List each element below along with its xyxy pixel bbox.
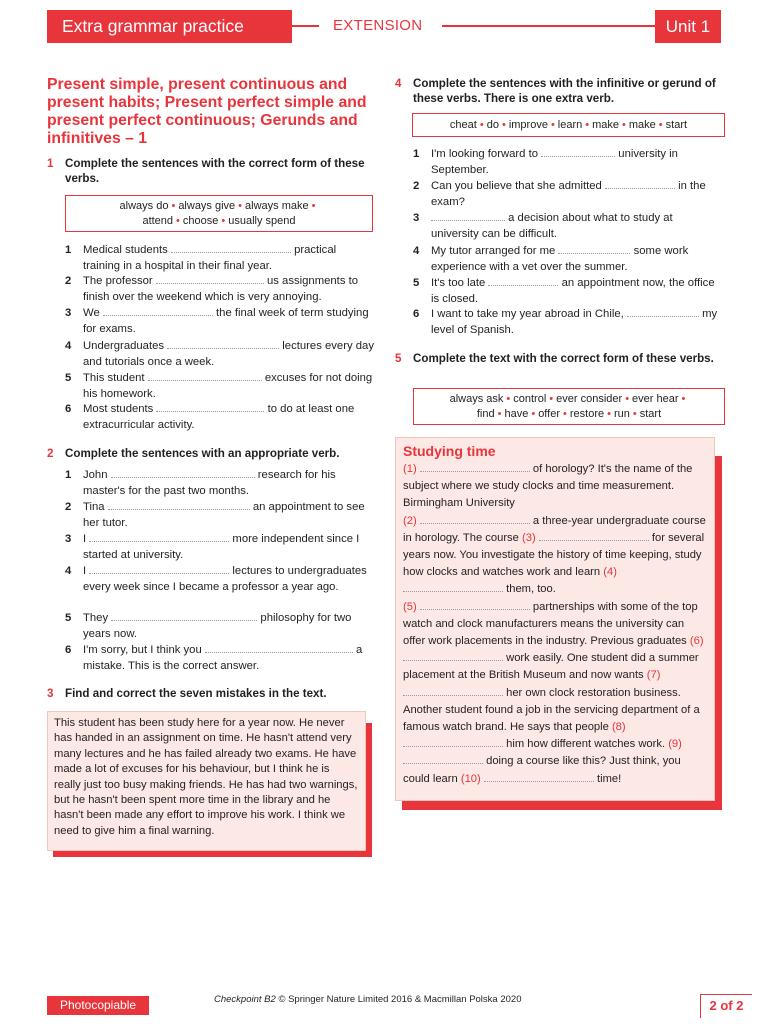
item-text-a: They: [83, 612, 109, 624]
answer-gap[interactable]: [403, 737, 503, 747]
item-number: 2: [65, 275, 72, 287]
gap-marker: (6): [689, 635, 704, 648]
word: find: [476, 407, 495, 420]
list-item: [65, 643, 375, 674]
gap-marker: (10): [460, 772, 481, 785]
list-item: [413, 244, 723, 275]
item-number: 4: [65, 340, 72, 352]
item-text-b: to do at least one extracurricular activity.: [83, 403, 355, 431]
item-text-b: practical training in a hospital in their final year.: [83, 244, 337, 272]
item-text-b: a decision about what to study at university can be difficult.: [431, 212, 673, 240]
item-text-b: the final week of term studying for exams.: [83, 307, 369, 335]
bullet: •: [658, 119, 663, 131]
item-text-a: Can you believe that she admitted: [431, 180, 602, 192]
item-text-a: This student: [83, 372, 145, 384]
answer-gap[interactable]: [420, 514, 530, 524]
answer-gap[interactable]: [488, 276, 558, 286]
bullet: •: [171, 200, 176, 212]
ex4-word-box: [412, 113, 725, 137]
word: run: [613, 407, 630, 420]
header-unit: Unit 1: [655, 10, 721, 43]
ex2-number: 2: [47, 447, 54, 460]
text-segment: a three-year undergraduate course in horology. The course: [403, 514, 706, 544]
text-segment: doing a course like this? Just think, you could learn: [403, 755, 681, 785]
text-segment: partnerships with some of the top watch and clock manufacturers means the university can offer work placements in the industry. Previous graduates: [403, 600, 698, 648]
gap-marker: (8): [611, 721, 626, 734]
item-text-b: in the exam?: [431, 180, 706, 208]
bullet: •: [221, 214, 226, 227]
answer-gap[interactable]: [156, 274, 264, 284]
list-item: [65, 274, 375, 305]
word: make: [628, 119, 656, 131]
gap-marker: (3): [522, 531, 536, 544]
ex5-word-box: [413, 388, 725, 425]
gap-marker: (4): [603, 566, 617, 579]
bullet: •: [550, 119, 555, 131]
answer-gap[interactable]: [431, 211, 505, 221]
list-item: [413, 307, 723, 338]
word: choose: [182, 214, 219, 227]
answer-gap[interactable]: [627, 307, 699, 317]
item-text-a: I: [83, 533, 87, 545]
ex3-text: This student has been study here for a year now. He never has handed in an assignment on time. He hasn't attend very many lectures and he has failed already two exams. He have made a lot of excuses for his behaviour, but I think he is really just too busy making friends. He has had two warnings, but he hasn't been spent more time in the library and he hasn't been made any effort to improve his work. I think we need to give him a final warning.: [54, 717, 358, 837]
list-item: [65, 468, 375, 499]
list-item: [65, 243, 375, 274]
item-text-a: Undergraduates: [83, 340, 165, 352]
word: start: [665, 119, 688, 131]
item-text-b: some work experience with a vet over the summer.: [431, 245, 689, 273]
item-text-a: Medical students: [83, 244, 168, 256]
item-number: 2: [65, 501, 72, 513]
text-segment: work easily. One student did a summer placement at the British Museum and now wants: [403, 652, 699, 682]
bullet: •: [632, 407, 637, 420]
item-text-a: Most students: [83, 403, 154, 415]
list-item: [65, 306, 375, 337]
ex3-instruction: Find and correct the seven mistakes in the text.: [65, 687, 327, 700]
photocopiable-badge: Photocopiable: [47, 996, 149, 1015]
item-number: 5: [65, 612, 72, 624]
word: learn: [557, 119, 583, 131]
item-number: 3: [65, 307, 72, 319]
copyright-text: © Springer Nature Limited 2016 & Macmillan Polska 2020: [278, 994, 522, 1005]
item-number: 6: [413, 308, 420, 320]
bullet: •: [607, 407, 611, 420]
ex1-word-line-1: [66, 199, 372, 214]
word: have: [504, 407, 529, 420]
ex4-instruction: Complete the sentences with the infinitive or gerund of these verbs. There is one extra verb.: [413, 77, 716, 105]
item-text-b: university in September.: [431, 148, 678, 176]
word: attend: [142, 214, 174, 227]
item-text-a: I'm looking forward to: [431, 148, 539, 160]
item-text-b: more independent since I started at university.: [83, 533, 360, 561]
bullet: •: [585, 119, 590, 131]
text-segment: for several years now. You investigate the history of time keeping, study how clocks and watches work and learn: [403, 531, 705, 579]
answer-gap[interactable]: [89, 532, 229, 542]
bullet: •: [563, 407, 567, 420]
item-text-a: I'm sorry, but I think you: [83, 644, 202, 656]
bullet: •: [506, 393, 511, 405]
bullet: •: [497, 407, 502, 420]
answer-gap[interactable]: [111, 611, 257, 621]
text-segment: of horology? It's the name of the subject where we study clocks and time measurement. Birmingham University: [403, 463, 693, 510]
ex1-instruction: Complete the sentences with the correct form of these verbs.: [65, 157, 365, 185]
word: usually spend: [228, 214, 296, 227]
header-title: Extra grammar practice: [47, 10, 292, 43]
ex5-box-title: Studying time: [403, 443, 496, 459]
item-number: 3: [413, 212, 420, 224]
answer-gap[interactable]: [484, 772, 594, 782]
word: make: [592, 119, 620, 131]
ex1-heading: [47, 157, 377, 186]
answer-gap[interactable]: [539, 531, 649, 541]
page-number: 2 of 2: [700, 994, 752, 1018]
ex5-text-box: [395, 437, 715, 801]
item-text-b: research for his master's for the past two months.: [83, 469, 336, 497]
bullet: •: [622, 119, 626, 131]
item-text-a: It's too late: [431, 277, 486, 289]
ex4-number: 4: [395, 77, 402, 90]
answer-gap[interactable]: [403, 754, 483, 764]
word: restore: [569, 407, 605, 420]
header-rule-left: [292, 25, 319, 27]
page-title: Present simple, present continuous and present habits; Present perfect simple and present perfect continuous; Gerunds and infinitives – 1: [47, 76, 367, 147]
ex3-number: 3: [47, 687, 54, 700]
bullet: •: [625, 393, 630, 405]
ex5-number: 5: [395, 352, 402, 365]
text-segment: them, too.: [506, 583, 556, 596]
answer-gap[interactable]: [89, 564, 229, 574]
list-item: [65, 402, 375, 433]
answer-gap[interactable]: [403, 686, 503, 696]
ex1-number: 1: [47, 157, 54, 170]
answer-gap[interactable]: [205, 643, 353, 653]
list-item: [413, 211, 723, 242]
word: improve: [508, 119, 548, 131]
bullet: •: [501, 119, 506, 131]
answer-gap[interactable]: [108, 500, 250, 510]
word: always make: [245, 200, 309, 212]
bullet: •: [311, 200, 316, 212]
answer-gap[interactable]: [558, 244, 630, 254]
text-segment: her own clock restoration business. Another student found a job in the servicing department of a famous watch brand. He says that people: [403, 686, 700, 734]
item-text-a: My tutor arranged for me: [431, 245, 556, 257]
item-text-b: an appointment now, the office is closed.: [431, 277, 715, 305]
list-item: [413, 179, 723, 210]
list-item: [413, 276, 723, 307]
item-number: 6: [65, 403, 72, 415]
answer-gap[interactable]: [103, 306, 213, 316]
word: ever hear: [632, 393, 679, 405]
list-item: [65, 532, 375, 563]
list-item: [65, 564, 375, 595]
item-number: 2: [413, 180, 420, 192]
item-number: 1: [65, 469, 72, 481]
item-number: 4: [65, 565, 72, 577]
item-text-b: excuses for not doing his homework.: [83, 372, 373, 400]
item-number: 1: [65, 244, 72, 256]
answer-gap[interactable]: [541, 147, 615, 157]
word: do: [486, 119, 499, 131]
answer-gap[interactable]: [403, 582, 503, 592]
bullet: •: [238, 200, 243, 212]
item-text-a: I want to take my year abroad in Chile,: [431, 308, 624, 320]
word: offer: [538, 407, 560, 420]
ex4-heading: [395, 77, 725, 106]
word: always give: [178, 200, 236, 212]
ex2-instruction: Complete the sentences with an appropriate verb.: [65, 447, 340, 460]
answer-gap[interactable]: [171, 243, 291, 253]
header-section: EXTENSION: [333, 17, 423, 34]
answer-gap[interactable]: [403, 651, 503, 661]
answer-gap[interactable]: [167, 339, 279, 349]
answer-gap[interactable]: [420, 462, 530, 472]
list-item: [65, 611, 375, 642]
answer-gap[interactable]: [156, 402, 264, 412]
answer-gap[interactable]: [111, 468, 255, 478]
word: always ask: [449, 393, 504, 405]
gap-marker: (7): [646, 669, 661, 682]
list-item: [65, 339, 375, 370]
item-text-b: us assignments to finish over the weekend which is very annoying.: [83, 275, 359, 303]
ex5-heading: [395, 352, 725, 367]
answer-gap[interactable]: [148, 371, 262, 381]
copyright-line: [214, 994, 521, 1006]
item-number: 5: [413, 277, 420, 289]
item-text-b: lectures to undergraduates every week since I became a professor a year ago.: [83, 565, 367, 593]
ex2-heading: [47, 447, 377, 462]
word: start: [639, 407, 662, 420]
text-segment: him how different watches work.: [506, 738, 666, 751]
bullet: •: [176, 214, 180, 227]
bullet: •: [681, 393, 686, 405]
list-item: [413, 147, 723, 178]
ex3-text-box: [47, 711, 366, 851]
text-segment: time!: [596, 772, 622, 785]
gap-marker: (5): [403, 600, 417, 613]
ex5-text: [403, 461, 707, 788]
bullet: •: [531, 407, 536, 420]
word: cheat: [449, 119, 477, 131]
answer-gap[interactable]: [420, 600, 530, 610]
item-text-b: lectures every day and tutorials once a week.: [83, 340, 374, 368]
ex5-word-line-2: [414, 407, 724, 422]
word: control: [513, 393, 547, 405]
ex5-instruction: Complete the text with the correct form of these verbs.: [413, 352, 714, 365]
ex1-word-box: [65, 195, 373, 232]
list-item: [65, 371, 375, 402]
item-number: 5: [65, 372, 72, 384]
header-rule-right: [442, 25, 655, 27]
item-text-b: my level of Spanish.: [431, 308, 718, 336]
bullet: •: [549, 393, 554, 405]
item-text-a: I: [83, 565, 87, 577]
item-text-a: The professor: [83, 275, 153, 287]
item-text-a: Tina: [83, 501, 105, 513]
answer-gap[interactable]: [605, 179, 675, 189]
book-title: Checkpoint B2: [214, 994, 276, 1005]
bullet: •: [479, 119, 484, 131]
item-number: 4: [413, 245, 420, 257]
gap-marker: (9): [668, 738, 682, 751]
item-text-b: an appointment to see her tutor.: [83, 501, 365, 529]
ex5-word-line-1: [414, 392, 724, 407]
item-number: 6: [65, 644, 72, 656]
gap-marker: (1): [403, 463, 417, 475]
item-text-b: philosophy for two years now.: [83, 612, 352, 640]
word: always do: [119, 200, 169, 212]
list-item: [65, 500, 375, 531]
item-text-b: a mistake. This is the correct answer.: [83, 644, 363, 672]
item-text-a: John: [83, 469, 108, 481]
ex3-heading: [47, 687, 377, 702]
ex1-word-line-2: [66, 214, 372, 229]
gap-marker: (2): [403, 514, 417, 527]
item-number: 1: [413, 148, 420, 160]
word: ever consider: [556, 393, 623, 405]
item-text-a: We: [83, 307, 100, 319]
item-number: 3: [65, 533, 72, 545]
